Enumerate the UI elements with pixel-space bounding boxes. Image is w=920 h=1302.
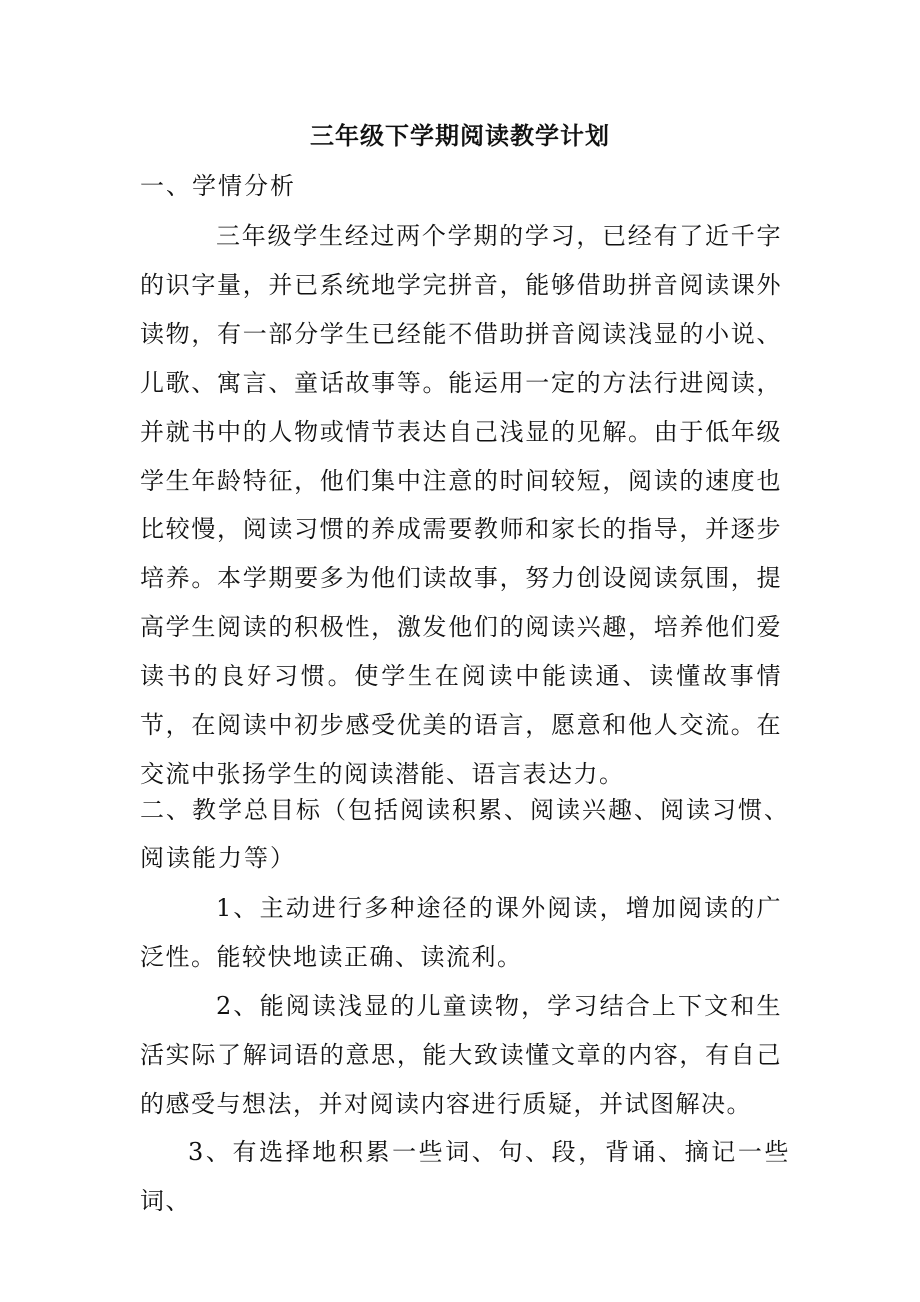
section-heading-teaching-goals: 二、教学总目标（包括阅读积累、阅读兴趣、阅读习惯、阅读能力等） bbox=[140, 796, 790, 872]
paragraph-situation-analysis: 三年级学生经过两个学期的学习，已经有了近千字的识字量，并已系统地学完拼音，能够借助拼音阅读课外读物，有一部分学生已经能不借助拼音阅读浅显的小说、儿歌、寓言、童话故事等。能运用一定的方法行进阅读，并就书中的人物或情节表达自己浅显的见解。由于低年级学生年龄特征，他们集中注意的时间较短，阅读的速度也比较慢，阅读习惯的养成需要教师和家长的指导，并逐步培养。本学期要多为他们读故事，努力创设阅读氛围，提高学生阅读的积极性，激发他们的阅读兴趣，培养他们爱读书的良好习惯。使学生在阅读中能读通、读懂故事情节，在阅读中初步感受优美的语言，愿意和他人交流。在交流中张扬学生的阅读潜能、语言表达力。 bbox=[140, 222, 782, 788]
goal-item-3: 3、有选择地积累一些词、句、段，背诵、摘记一些词、 bbox=[140, 1138, 790, 1215]
document-title: 三年级下学期阅读教学计划 bbox=[310, 121, 610, 150]
goal-item-1: 1、主动进行多种途径的课外阅读，增加阅读的广泛性。能较快地读正确、读流利。 bbox=[140, 894, 782, 971]
section-heading-situation-analysis: 一、学情分析 bbox=[140, 172, 296, 200]
goal-item-2: 2、能阅读浅显的儿童读物，学习结合上下文和生活实际了解词语的意思，能大致读懂文章的内容，有自己的感受与想法，并对阅读内容进行质疑，并试图解决。 bbox=[140, 992, 782, 1118]
